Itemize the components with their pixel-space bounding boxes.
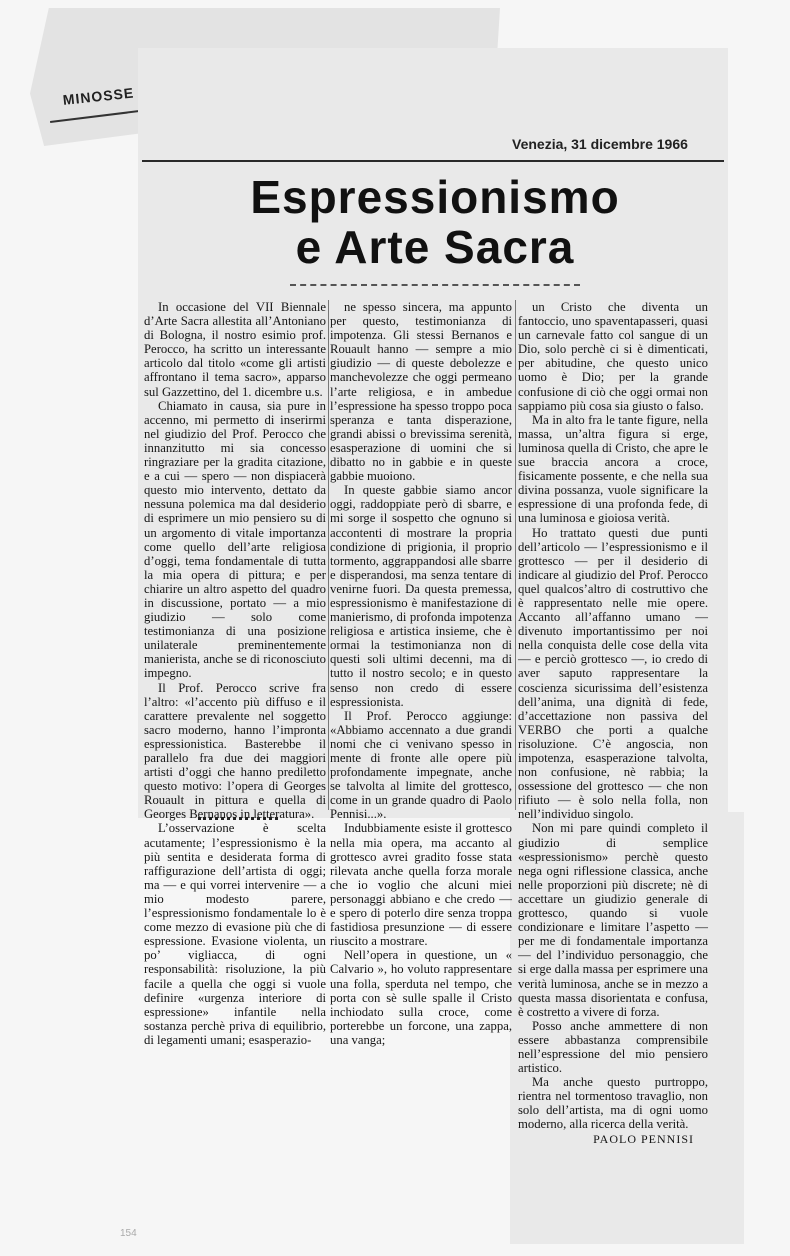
masthead: MINOSSE xyxy=(62,84,135,108)
article-column-2 xyxy=(330,300,512,1047)
paragraph: Nell’opera in questione, un « Calvario », ho voluto rappresentare una folla, sperduta nel tempo, che porta con sè sulle spalle il Cristo inchiodato sulla croce, come porterebbe un forcone, una zappa, una vanga; xyxy=(330,948,512,1047)
paragraph: Non mi pare quindi completo il giudizio di semplice «espressionismo» perchè questo nega ogni riflessione classica, anche nelle proporzioni più discrete; nè di accettare un giudizio generale di grottesco, quando si vuole condizionare e limitare l’aspetto — per me di fondamentale importanza — del l’individuo personaggio, che si erge dalla massa per esprimere una verità luminosa, anche se in mezzo a questa massa disorientata e confusa, è costretto a vivere di forza. xyxy=(518,821,708,1019)
headline-line-1: Espressionismo xyxy=(250,171,620,223)
column-divider xyxy=(328,300,329,810)
paragraph: Ma anche questo purtroppo, rientra nel tormentoso travaglio, non solo dell’artista, ma di ogni uomo moderno, alla ricerca della verità. xyxy=(518,1075,708,1132)
paragraph: Indubbiamente esiste il grottesco nella mia opera, ma accanto al grottesco avrei gradito fosse stata rilevata anche quella forza morale che io voglio che alcuni miei personaggi abbiano e che credo — e spero di poterlo dire senza troppa fastidiosa presunzione — di essere riuscito a mostrare. xyxy=(330,821,512,949)
article-column-1 xyxy=(144,300,326,1047)
author-signature: PAOLO PENNISI xyxy=(593,1131,694,1146)
header-rule xyxy=(142,160,724,162)
column-divider xyxy=(515,300,516,810)
paragraph: In queste gabbie siamo ancor oggi, raddoppiate però di sbarre, e mi sorge il sospetto che ognuno si accontenti di mostrare la propria condizione di prigionia, il proprio tormento, aggrappandosi alle sbarre e disperandosi, ma senza tentare di venirne fuori. Da questa premessa, espressionismo è manifestazione di manierismo, di profonda impotenza religiosa e artistica insieme, che è ormai la testimonianza non di questi soli ultimi decenni, ma di tutto il nostro secolo; e in questo senso non credo di essere espressionista. xyxy=(330,483,512,709)
page-number: 154 xyxy=(120,1228,137,1239)
article-column-3 xyxy=(518,300,708,1146)
clipping-edge-dots xyxy=(198,817,278,824)
paragraph: ne spesso sincera, ma appunto per questo, testimonianza di impotenza. Gli stessi Bernanos e Rouault hanno — sempre a mio giudizio — di queste debolezze e manchevolezze che oggi permeano l’arte religiosa, e in ambedue l’espressione ha spesso troppo poca speranza e tanta disperazione, grandi abissi o brevissima serenità, esasperazione di uomini che si dibatto no in gabbie e in queste gabbie muoiono. xyxy=(330,300,512,484)
paragraph: un Cristo che diventa un fantoccio, uno spaventapasseri, quasi un carnevale fatto col sangue di un Dio, solo perchè ci si è dimenticati, per abitudine, che questo unico uomo è Dio; per la grande confusione di ciò che oggi ormai non sappiamo più cosa sia giusto o falso. xyxy=(518,300,708,413)
paragraph: Chiamato in causa, sia pure in accenno, mi permetto di inserirmi nel giudizio del Prof. Perocco che innanzitutto mi sia concesso ringraziare per la gradita citazione, e a cui — spero — non dispiacerà questo mio intervento, dettato da nessuna polemica ma dal desiderio di esprimere un mio pensiero su di un argomento di vitale importanza come quello dell’arte religiosa d’oggi, tema fondamentale di tutta la mia opera di pittura; e per chiarire un altro aspetto del quadro in discussione, portato — a mio giudizio — solo come testimonianza di una posizione unilaterale preminentemente manierista, anche se di riconosciuto impegno. xyxy=(144,398,326,681)
paragraph: Il Prof. Perocco aggiunge: «Abbiamo accennato a due grandi nomi che ci venivano spesso in mente di fronte alle opere più profondamente impegnate, anche se talvolta al limite del grottesco, come in un grande quadro di Paolo Pennisi...». xyxy=(330,708,512,822)
headline-divider xyxy=(290,284,580,287)
article-date: Venezia, 31 dicembre 1966 xyxy=(512,136,688,152)
headline-line-2: e Arte Sacra xyxy=(295,221,575,273)
paragraph: L’osservazione è scelta acutamente; l’espressionismo è la più sentita e desiderata forma di raffigurazione dell’artista di oggi; ma — e qui vorrei intervenire — a mio modesto parere, l’espressionismo fondamentale lo è come mezzo di evasione più che di espressione. Evasione violenta, un po’ vigliacca, di ogni responsabilità: risoluzione, la più facile a quella che oggi si vuole definire «urgenza interiore di espressione» infantile nella sostanza perchè priva di equilibrio, di legamenti umani; esasperazio- xyxy=(144,821,326,1047)
paragraph: Ma in alto fra le tante figure, nella massa, un’altra figura si erge, luminosa quella di Cristo, che apre le sue braccia ancora a croce, fisicamente possente, e che nella sua divina possanza, vuole significare la espressione di una profonda fede, di una luminosa e gioiosa verità. xyxy=(518,412,708,526)
paragraph: Il Prof. Perocco scrive fra l’altro: «l’accento più diffuso e il carattere prevalente nel soggetto sacro moderno, hanno l’impronta espressionistica. Basterebbe il parallelo fra due dei maggiori artisti d’oggi che hanno prediletto questo motivo: l’opera di Georges Rouault in pittura e quella di Georges Bernanos in letteratura». xyxy=(144,680,326,822)
paragraph: Ho trattato questi due punti dell’articolo — l’espressionismo e il grottesco — per il desiderio di indicare al giudizio del Prof. Perocco quel qualcos’altro di costruttivo che è rappresentato nelle mie opere. Accanto all’affanno umano — divenuto importantissimo per noi nella conquista delle cose della vita — e perciò grottesco —, io credo di aver saputo rappresentare la coscienza sicurissima dell’esistenza dell’anima, una dignità di fede, d’accettazione non passiva del VERBO che porti a qualche risoluzione. C’è angoscia, non impotenza, esasperazione talvolta, non confusione, nè rabbia; la ossessione del grottesco — che non rifiuto — è solo nella folla, non nell’individuo singolo. xyxy=(518,525,708,822)
paragraph: Posso anche ammettere di non essere abbastanza comprensibile nell’espressione del mio pensiero artistico. xyxy=(518,1018,708,1076)
article-headline xyxy=(140,172,730,272)
paragraph: In occasione del VII Biennale d’Arte Sacra allestita all’Antoniano di Bologna, il nostro esimio prof. Perocco, ha scritto un interessante articolo dal titolo «come gli artisti affrontano il tema sacro», apparso sul Gazzettino, del 1. dicembre u.s. xyxy=(144,300,326,399)
